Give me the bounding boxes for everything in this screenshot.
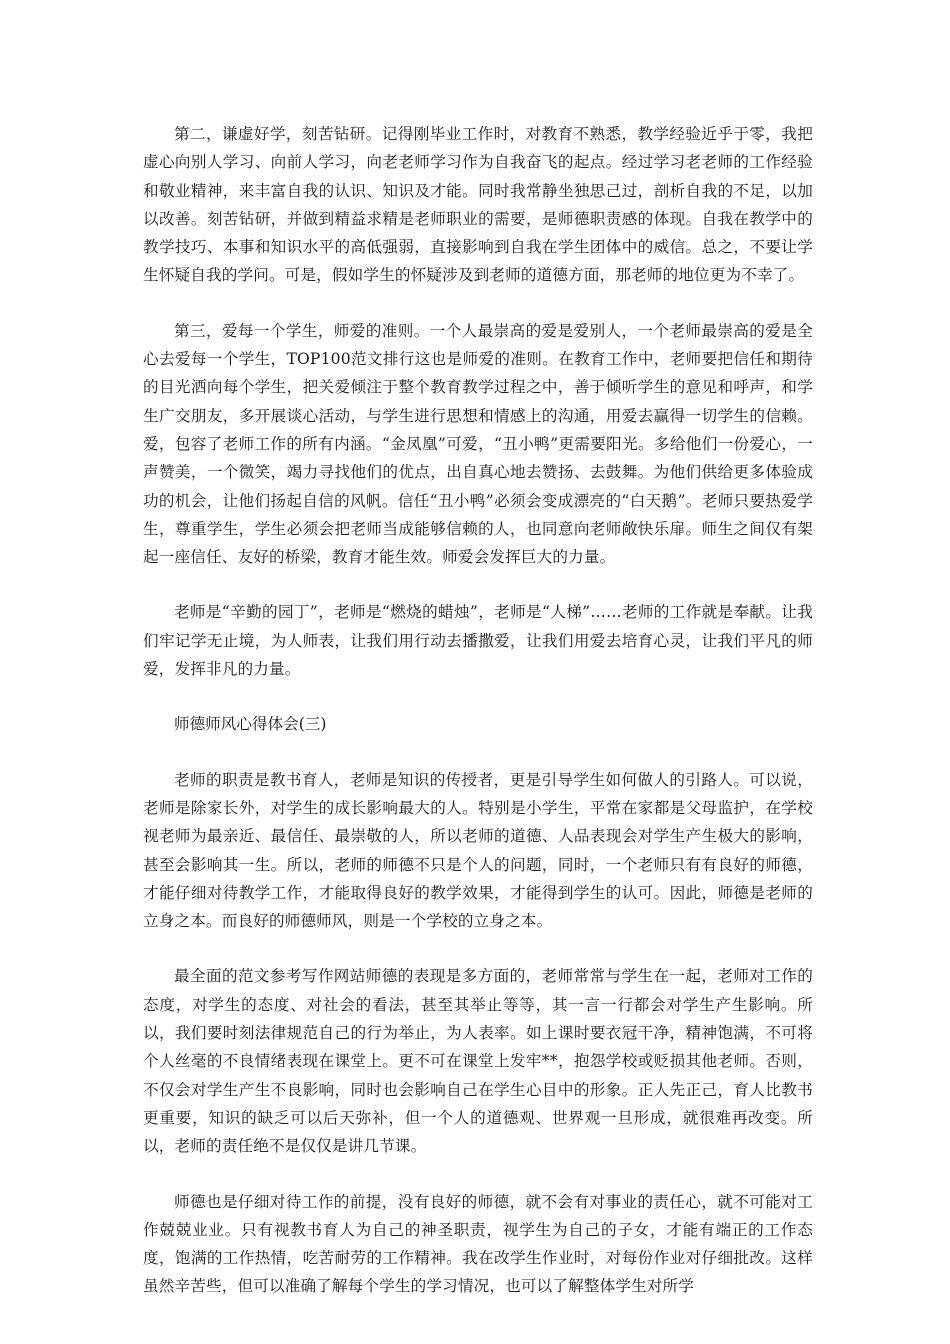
section-heading: 师德师风心得体会(三) — [174, 715, 327, 734]
paragraph: 第二，谦虚好学，刻苦钻研。记得刚毕业工作时，对教育不熟悉，教学经验近乎于零，我把虚心向别人学习、向前人学习，向老老师学习作为自我奋飞的起点。经过学习老老师的工作经验和敬业精神，来丰富自我的认识、知识及才能。同时我常静坐独思己过，剖析自我的不足，以加以改善。刻苦钻研，并做到精益求精是老师职业的需要，是师德职责感的体现。自我在教学中的教学技巧、本事和知识水平的高低强弱，直接影响到自我在学生团体中的威信。总之，不要让学生怀疑自我的学问。可是，假如学生的怀疑涉及到老师的道德方面，那老师的地位更为不幸了。 — [143, 125, 813, 285]
paragraph: 老师是“辛勤的园丁”，老师是“燃烧的蜡烛”，老师是“人梯”……老师的工作就是奉献。让我们牢记学无止境，为人师表，让我们用行动去播撒爱，让我们用爱去培育心灵，让我们平凡的师爱，发挥非凡的力量。 — [143, 603, 813, 679]
paragraph: 老师的职责是教书育人，老师是知识的传授者，更是引导学生如何做人的引路人。可以说，老师是除家长外，对学生的成长影响最大的人。特别是小学生，平常在家都是父母监护，在学校视老师为最亲近、最信任、最崇敬的人，所以老师的道德、人品表现会对学生产生极大的影响，甚至会影响其一生。所以，老师的师德不只是个人的问题，同时，一个老师只有有良好的师德，才能仔细对待教学工作，才能取得良好的教学效果，才能得到学生的认可。因此，师德是老师的立身之本。而良好的师德师风，则是一个学校的立身之本。 — [143, 770, 813, 931]
paragraph: 最全面的范文参考写作网站师德的表现是多方面的，老师常常与学生在一起，老师对工作的态度，对学生的态度、对社会的看法，甚至其举止等等，其一言一行都会对学生产生影响。所以，我们要时刻法律规范自己的行为举止，为人表率。如上课时要衣冠干净，精神饱满，不可将个人丝毫的不良情绪表现在课堂上。更不可在课堂上发牢**，抱怨学校或贬损其他老师。否则，不仅会对学生产生不良影响，同时也会影响自己在学生心目中的形象。正人先正己，育人比教书更重要，知识的缺乏可以后天弥补，但一个人的道德观、世界观一旦形成，就很难再改变。所以，老师的责任绝不是仅仅是讲几节课。 — [143, 967, 813, 1156]
document-body — [143, 120, 813, 1328]
paragraph: 第三，爱每一个学生，师爱的准则。一个人最崇高的爱是爱别人，一个老师最崇高的爱是全心去爱每一个学生，TOP100范文排行这也是师爱的准则。在教育工作中，老师要把信任和期待的目光洒向每个学生，把关爱倾注于整个教育教学过程之中，善于倾听学生的意见和呼声，和学生广交朋友，多开展谈心活动，与学生进行思想和情感上的沟通，用爱去赢得一切学生的信赖。爱，包容了老师工作的所有内涵。“金凤凰”可爱，“丑小鸭”更需要阳光。多给他们一份爱心，一声赞美，一个微笑，竭力寻找他们的优点，出自真心地去赞扬、去鼓舞。为他们供给更多体验成功的机会，让他们扬起自信的风帆。信任“丑小鸭”必须会变成漂亮的“白天鹅”。老师只要热爱学生，尊重学生，学生必须会把老师当成能够信赖的人，也同意向老师敞快乐扉。师生之间仅有架起一座信任、友好的桥梁，教育才能生效。师爱会发挥巨大的力量。 — [143, 321, 813, 567]
paragraph: 师德也是仔细对待工作的前提，没有良好的师德，就不会有对事业的责任心，就不可能对工作兢兢业业。只有视教书育人为自己的神圣职责，视学生为自己的子女，才能有端正的工作态度，饱满的工作热情，吃苦耐劳的工作精神。我在改学生作业时，对每份作业对仔细批改。这样虽然辛苦些，但可以准确了解每个学生的学习情况，也可以了解整体学生对所学 — [143, 1192, 813, 1296]
